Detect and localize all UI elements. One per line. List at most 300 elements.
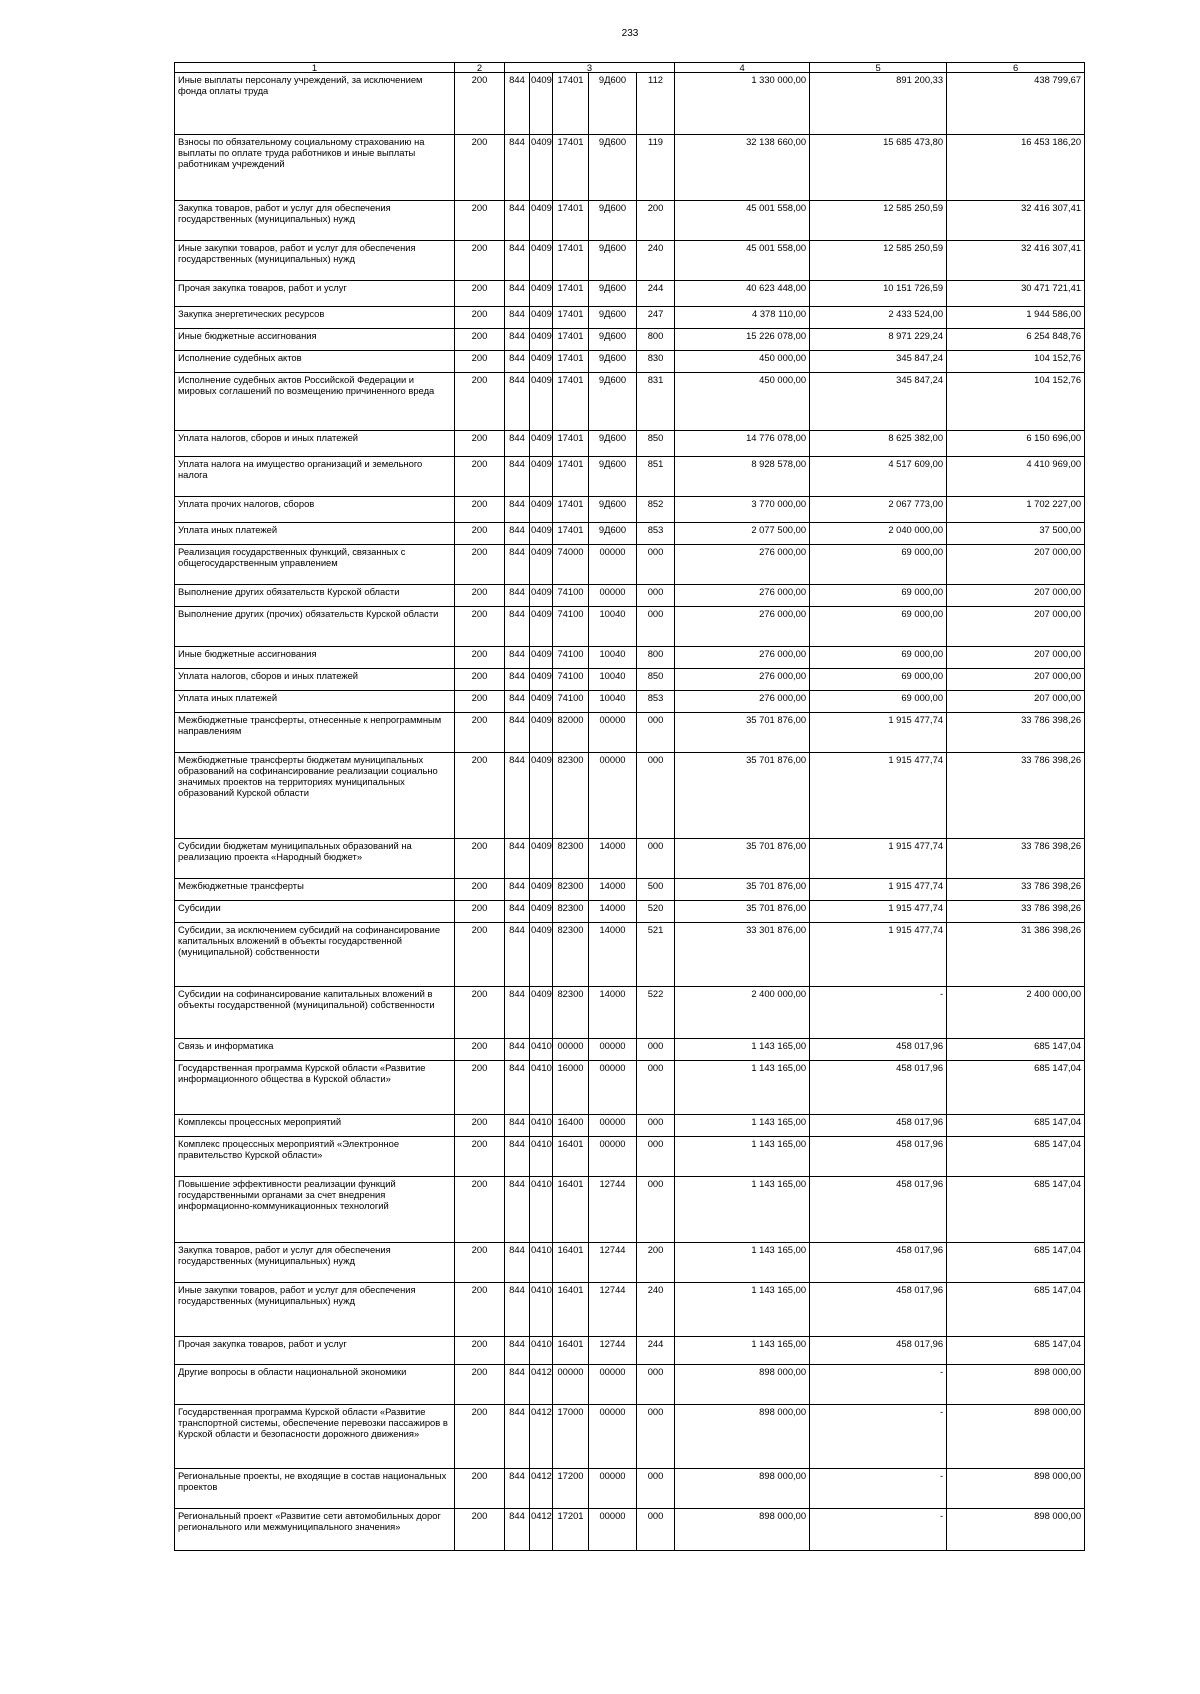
header-col-1: 1 (175, 63, 455, 73)
row-name-cell: Иные закупки товаров, работ и услуг для обеспечения государственных (муниципальных) нужд (175, 1283, 455, 1337)
row-col5-cell: 12 585 250,59 (810, 201, 947, 241)
row-code-d-cell: 9Д600 (589, 329, 637, 351)
row-col6-cell: 685 147,04 (947, 1039, 1085, 1061)
row-col5-cell: 4 517 609,00 (810, 457, 947, 497)
row-code-d-cell: 00000 (589, 1365, 637, 1405)
row-code-d-cell: 00000 (589, 1061, 637, 1115)
row-name-cell: Выполнение других обязательств Курской области (175, 585, 455, 607)
row-name-cell: Иные бюджетные ассигнования (175, 329, 455, 351)
row-code-b-cell: 0410 (530, 1177, 553, 1243)
row-code-e-cell: 119 (637, 135, 675, 201)
row-col5-cell: 891 200,33 (810, 73, 947, 135)
row-name-cell: Региональный проект «Развитие сети автомобильных дорог регионального или межмуниципального значения» (175, 1509, 455, 1551)
row-name-cell: Субсидии (175, 901, 455, 923)
row-col6-cell: 37 500,00 (947, 523, 1085, 545)
row-col6-cell: 33 786 398,26 (947, 713, 1085, 753)
row-col6-cell: 685 147,04 (947, 1137, 1085, 1177)
row-code-b-cell: 0409 (530, 457, 553, 497)
row-col6-cell: 898 000,00 (947, 1405, 1085, 1469)
row-col6-cell: 33 786 398,26 (947, 839, 1085, 879)
table-row (175, 73, 1085, 135)
table-row (175, 201, 1085, 241)
row-col2-cell: 200 (455, 839, 505, 879)
row-code-d-cell: 12744 (589, 1243, 637, 1283)
row-code-e-cell: 000 (637, 1137, 675, 1177)
row-col2-cell: 200 (455, 585, 505, 607)
row-code-b-cell: 0409 (530, 647, 553, 669)
row-name-cell: Уплата налогов, сборов и иных платежей (175, 669, 455, 691)
row-col5-cell: 458 017,96 (810, 1137, 947, 1177)
row-code-a-cell: 844 (505, 1243, 530, 1283)
row-code-b-cell: 0410 (530, 1337, 553, 1365)
row-code-e-cell: 800 (637, 329, 675, 351)
row-col4-cell: 276 000,00 (675, 669, 810, 691)
row-col6-cell: 685 147,04 (947, 1061, 1085, 1115)
row-name-cell: Другие вопросы в области национальной экономики (175, 1365, 455, 1405)
row-col2-cell: 200 (455, 607, 505, 647)
row-code-e-cell: 240 (637, 241, 675, 281)
table-row (175, 1137, 1085, 1177)
row-col2-cell: 200 (455, 1283, 505, 1337)
table-row (175, 545, 1085, 585)
row-code-c-cell: 17401 (553, 351, 589, 373)
row-col2-cell: 200 (455, 1405, 505, 1469)
row-code-d-cell: 14000 (589, 839, 637, 879)
row-code-a-cell: 844 (505, 585, 530, 607)
row-code-e-cell: 800 (637, 647, 675, 669)
row-code-d-cell: 10040 (589, 669, 637, 691)
row-col2-cell: 200 (455, 901, 505, 923)
row-code-d-cell: 9Д600 (589, 307, 637, 329)
row-col6-cell: 207 000,00 (947, 669, 1085, 691)
row-col5-cell: 1 915 477,74 (810, 879, 947, 901)
row-col5-cell: 345 847,24 (810, 351, 947, 373)
row-col5-cell: 8 625 382,00 (810, 431, 947, 457)
row-code-e-cell: 200 (637, 201, 675, 241)
table-row (175, 647, 1085, 669)
row-code-d-cell: 00000 (589, 545, 637, 585)
row-code-e-cell: 000 (637, 585, 675, 607)
row-code-b-cell: 0409 (530, 753, 553, 839)
row-col2-cell: 200 (455, 241, 505, 281)
row-col6-cell: 104 152,76 (947, 351, 1085, 373)
table-row (175, 607, 1085, 647)
row-col6-cell: 685 147,04 (947, 1283, 1085, 1337)
row-col2-cell: 200 (455, 923, 505, 987)
row-code-a-cell: 844 (505, 307, 530, 329)
row-col2-cell: 200 (455, 1115, 505, 1137)
row-code-c-cell: 00000 (553, 1365, 589, 1405)
row-name-cell: Выполнение других (прочих) обязательств Курской области (175, 607, 455, 647)
row-code-e-cell: 520 (637, 901, 675, 923)
table-row (175, 1283, 1085, 1337)
row-code-e-cell: 000 (637, 545, 675, 585)
row-code-b-cell: 0409 (530, 351, 553, 373)
row-col2-cell: 200 (455, 1337, 505, 1365)
row-col4-cell: 1 143 165,00 (675, 1243, 810, 1283)
row-code-d-cell: 00000 (589, 1137, 637, 1177)
row-col4-cell: 45 001 558,00 (675, 201, 810, 241)
row-code-e-cell: 000 (637, 607, 675, 647)
row-col5-cell: 458 017,96 (810, 1283, 947, 1337)
row-col4-cell: 276 000,00 (675, 691, 810, 713)
row-code-b-cell: 0410 (530, 1283, 553, 1337)
row-code-d-cell: 9Д600 (589, 457, 637, 497)
row-col2-cell: 200 (455, 1039, 505, 1061)
page-number: 233 (621, 28, 639, 39)
row-code-c-cell: 74100 (553, 647, 589, 669)
row-code-d-cell: 00000 (589, 753, 637, 839)
row-code-b-cell: 0412 (530, 1509, 553, 1551)
row-col2-cell: 200 (455, 135, 505, 201)
row-col5-cell: - (810, 1405, 947, 1469)
row-col4-cell: 898 000,00 (675, 1405, 810, 1469)
row-name-cell: Комплексы процессных мероприятий (175, 1115, 455, 1137)
row-col2-cell: 200 (455, 73, 505, 135)
row-code-e-cell: 000 (637, 1177, 675, 1243)
row-col2-cell: 200 (455, 1469, 505, 1509)
row-col6-cell: 685 147,04 (947, 1243, 1085, 1283)
row-col2-cell: 200 (455, 523, 505, 545)
row-col5-cell: 1 915 477,74 (810, 923, 947, 987)
row-code-c-cell: 17401 (553, 373, 589, 431)
row-col2-cell: 200 (455, 987, 505, 1039)
row-code-a-cell: 844 (505, 1337, 530, 1365)
row-col6-cell: 1 944 586,00 (947, 307, 1085, 329)
row-code-d-cell: 9Д600 (589, 497, 637, 523)
row-col2-cell: 200 (455, 1177, 505, 1243)
row-code-e-cell: 112 (637, 73, 675, 135)
table-row (175, 1509, 1085, 1551)
header-col-3: 3 (505, 63, 675, 73)
budget-table (174, 62, 1085, 1551)
row-col2-cell: 200 (455, 431, 505, 457)
row-code-e-cell: 000 (637, 1469, 675, 1509)
row-code-d-cell: 9Д600 (589, 373, 637, 431)
row-name-cell: Субсидии бюджетам муниципальных образований на реализацию проекта «Народный бюджет» (175, 839, 455, 879)
row-code-b-cell: 0409 (530, 73, 553, 135)
row-col5-cell: 458 017,96 (810, 1061, 947, 1115)
row-code-a-cell: 844 (505, 497, 530, 523)
row-col4-cell: 2 400 000,00 (675, 987, 810, 1039)
row-code-e-cell: 000 (637, 1405, 675, 1469)
row-col6-cell: 30 471 721,41 (947, 281, 1085, 307)
row-col5-cell: 458 017,96 (810, 1115, 947, 1137)
row-code-b-cell: 0409 (530, 373, 553, 431)
row-name-cell: Уплата иных платежей (175, 523, 455, 545)
row-name-cell: Региональные проекты, не входящие в состав национальных проектов (175, 1469, 455, 1509)
row-col5-cell: - (810, 1469, 947, 1509)
row-code-e-cell: 244 (637, 1337, 675, 1365)
row-code-d-cell: 10040 (589, 691, 637, 713)
row-code-b-cell: 0412 (530, 1469, 553, 1509)
row-col2-cell: 200 (455, 497, 505, 523)
row-col4-cell: 1 143 165,00 (675, 1283, 810, 1337)
row-col2-cell: 200 (455, 351, 505, 373)
row-code-b-cell: 0409 (530, 523, 553, 545)
table-row (175, 457, 1085, 497)
row-code-c-cell: 16401 (553, 1137, 589, 1177)
row-col6-cell: 207 000,00 (947, 607, 1085, 647)
table-row (175, 497, 1085, 523)
row-col5-cell: 2 067 773,00 (810, 497, 947, 523)
table-row (175, 879, 1085, 901)
row-code-b-cell: 0409 (530, 879, 553, 901)
table-row (175, 1061, 1085, 1115)
row-col2-cell: 200 (455, 669, 505, 691)
row-code-a-cell: 844 (505, 987, 530, 1039)
row-code-d-cell: 14000 (589, 879, 637, 901)
row-name-cell: Уплата налогов, сборов и иных платежей (175, 431, 455, 457)
row-name-cell: Закупка энергетических ресурсов (175, 307, 455, 329)
row-code-d-cell: 00000 (589, 1039, 637, 1061)
row-name-cell: Прочая закупка товаров, работ и услуг (175, 281, 455, 307)
row-code-c-cell: 17000 (553, 1405, 589, 1469)
row-name-cell: Уплата налога на имущество организаций и земельного налога (175, 457, 455, 497)
row-col4-cell: 450 000,00 (675, 373, 810, 431)
row-code-a-cell: 844 (505, 1405, 530, 1469)
row-code-b-cell: 0409 (530, 987, 553, 1039)
row-col6-cell: 104 152,76 (947, 373, 1085, 431)
row-code-b-cell: 0409 (530, 241, 553, 281)
row-code-c-cell: 74100 (553, 607, 589, 647)
row-code-b-cell: 0409 (530, 497, 553, 523)
row-code-a-cell: 844 (505, 241, 530, 281)
row-col6-cell: 438 799,67 (947, 73, 1085, 135)
row-name-cell: Межбюджетные трансферты, отнесенные к непрограммным направлениям (175, 713, 455, 753)
row-col5-cell: 12 585 250,59 (810, 241, 947, 281)
row-col4-cell: 276 000,00 (675, 545, 810, 585)
row-col5-cell: - (810, 1365, 947, 1405)
table-row (175, 523, 1085, 545)
row-name-cell: Взносы по обязательному социальному страхованию на выплаты по оплате труда работников и иные выплаты работникам учреждений (175, 135, 455, 201)
row-col4-cell: 32 138 660,00 (675, 135, 810, 201)
row-code-d-cell: 9Д600 (589, 523, 637, 545)
row-code-c-cell: 74000 (553, 545, 589, 585)
row-col6-cell: 6 150 696,00 (947, 431, 1085, 457)
row-col5-cell: 69 000,00 (810, 607, 947, 647)
row-col5-cell: 1 915 477,74 (810, 901, 947, 923)
row-code-d-cell: 00000 (589, 1115, 637, 1137)
row-col4-cell: 35 701 876,00 (675, 901, 810, 923)
row-code-b-cell: 0409 (530, 431, 553, 457)
row-col2-cell: 200 (455, 373, 505, 431)
row-code-d-cell: 12744 (589, 1337, 637, 1365)
row-code-c-cell: 74100 (553, 585, 589, 607)
row-col4-cell: 15 226 078,00 (675, 329, 810, 351)
row-col2-cell: 200 (455, 281, 505, 307)
row-name-cell: Иные бюджетные ассигнования (175, 647, 455, 669)
row-code-c-cell: 74100 (553, 691, 589, 713)
row-code-a-cell: 844 (505, 1061, 530, 1115)
table-row (175, 1115, 1085, 1137)
row-code-e-cell: 831 (637, 373, 675, 431)
row-code-c-cell: 82300 (553, 923, 589, 987)
row-code-e-cell: 000 (637, 753, 675, 839)
row-code-d-cell: 9Д600 (589, 135, 637, 201)
row-code-c-cell: 17401 (553, 329, 589, 351)
row-code-e-cell: 247 (637, 307, 675, 329)
row-code-c-cell: 17401 (553, 307, 589, 329)
row-col5-cell: 10 151 726,59 (810, 281, 947, 307)
row-col4-cell: 450 000,00 (675, 351, 810, 373)
row-col4-cell: 33 301 876,00 (675, 923, 810, 987)
row-code-c-cell: 82300 (553, 987, 589, 1039)
row-col2-cell: 200 (455, 457, 505, 497)
row-col4-cell: 2 077 500,00 (675, 523, 810, 545)
row-code-e-cell: 000 (637, 1115, 675, 1137)
row-code-c-cell: 82300 (553, 901, 589, 923)
row-name-cell: Государственная программа Курской области «Развитие информационного общества в Курской области» (175, 1061, 455, 1115)
row-code-e-cell: 000 (637, 1509, 675, 1551)
row-col5-cell: 69 000,00 (810, 585, 947, 607)
row-code-d-cell: 00000 (589, 1469, 637, 1509)
row-col5-cell: 69 000,00 (810, 647, 947, 669)
header-col-5: 5 (810, 63, 947, 73)
row-col6-cell: 685 147,04 (947, 1177, 1085, 1243)
row-col5-cell: 69 000,00 (810, 545, 947, 585)
row-code-a-cell: 844 (505, 1115, 530, 1137)
row-col6-cell: 33 786 398,26 (947, 879, 1085, 901)
row-code-a-cell: 844 (505, 669, 530, 691)
row-code-c-cell: 82000 (553, 713, 589, 753)
row-code-a-cell: 844 (505, 713, 530, 753)
row-code-c-cell: 82300 (553, 839, 589, 879)
row-code-a-cell: 844 (505, 691, 530, 713)
row-code-c-cell: 00000 (553, 1039, 589, 1061)
row-col6-cell: 32 416 307,41 (947, 241, 1085, 281)
header-col-6: 6 (947, 63, 1085, 73)
row-col6-cell: 685 147,04 (947, 1337, 1085, 1365)
row-code-a-cell: 844 (505, 135, 530, 201)
row-code-a-cell: 844 (505, 457, 530, 497)
row-col4-cell: 35 701 876,00 (675, 879, 810, 901)
row-name-cell: Закупка товаров, работ и услуг для обеспечения государственных (муниципальных) нужд (175, 1243, 455, 1283)
row-col5-cell: 458 017,96 (810, 1337, 947, 1365)
row-code-c-cell: 16401 (553, 1177, 589, 1243)
row-code-e-cell: 000 (637, 1365, 675, 1405)
row-code-a-cell: 844 (505, 879, 530, 901)
row-code-a-cell: 844 (505, 431, 530, 457)
table-row (175, 329, 1085, 351)
row-code-e-cell: 850 (637, 431, 675, 457)
row-name-cell: Межбюджетные трансферты (175, 879, 455, 901)
row-code-d-cell: 9Д600 (589, 351, 637, 373)
row-col6-cell: 33 786 398,26 (947, 901, 1085, 923)
row-code-e-cell: 000 (637, 1039, 675, 1061)
row-code-b-cell: 0410 (530, 1039, 553, 1061)
row-col2-cell: 200 (455, 201, 505, 241)
row-code-e-cell: 000 (637, 1061, 675, 1115)
header-col-4: 4 (675, 63, 810, 73)
row-code-e-cell: 500 (637, 879, 675, 901)
row-code-e-cell: 852 (637, 497, 675, 523)
row-col2-cell: 200 (455, 1061, 505, 1115)
row-col2-cell: 200 (455, 713, 505, 753)
row-col4-cell: 35 701 876,00 (675, 713, 810, 753)
row-col4-cell: 1 143 165,00 (675, 1061, 810, 1115)
row-col6-cell: 207 000,00 (947, 647, 1085, 669)
table-row (175, 1243, 1085, 1283)
row-code-b-cell: 0409 (530, 585, 553, 607)
row-code-a-cell: 844 (505, 753, 530, 839)
table-row (175, 1039, 1085, 1061)
row-col6-cell: 898 000,00 (947, 1469, 1085, 1509)
row-code-e-cell: 000 (637, 839, 675, 879)
row-code-e-cell: 851 (637, 457, 675, 497)
row-code-b-cell: 0409 (530, 901, 553, 923)
table-row (175, 691, 1085, 713)
row-col5-cell: 345 847,24 (810, 373, 947, 431)
row-col5-cell: 1 915 477,74 (810, 753, 947, 839)
row-code-b-cell: 0409 (530, 839, 553, 879)
row-col2-cell: 200 (455, 1137, 505, 1177)
table-row (175, 1405, 1085, 1469)
row-name-cell: Субсидии на софинансирование капитальных вложений в объекты государственной (муниципальной) собственности (175, 987, 455, 1039)
row-code-e-cell: 521 (637, 923, 675, 987)
table-body (175, 63, 1085, 1551)
row-name-cell: Государственная программа Курской области «Развитие транспортной системы, обеспечение перевозки пассажиров в Курской области и безопасности дорожного движения» (175, 1405, 455, 1469)
table-row (175, 713, 1085, 753)
row-code-b-cell: 0409 (530, 713, 553, 753)
row-code-a-cell: 844 (505, 1469, 530, 1509)
row-col6-cell: 4 410 969,00 (947, 457, 1085, 497)
table-row (175, 585, 1085, 607)
row-col2-cell: 200 (455, 329, 505, 351)
row-code-d-cell: 14000 (589, 923, 637, 987)
row-code-b-cell: 0409 (530, 281, 553, 307)
row-col2-cell: 200 (455, 691, 505, 713)
row-code-c-cell: 74100 (553, 669, 589, 691)
table-row (175, 753, 1085, 839)
row-col6-cell: 1 702 227,00 (947, 497, 1085, 523)
row-code-a-cell: 844 (505, 923, 530, 987)
row-code-e-cell: 200 (637, 1243, 675, 1283)
row-col5-cell: 1 915 477,74 (810, 839, 947, 879)
row-code-a-cell: 844 (505, 1137, 530, 1177)
row-col5-cell: 8 971 229,24 (810, 329, 947, 351)
row-name-cell: Реализация государственных функций, связанных с общегосударственным управлением (175, 545, 455, 585)
row-col5-cell: 458 017,96 (810, 1039, 947, 1061)
row-col6-cell: 2 400 000,00 (947, 987, 1085, 1039)
row-code-c-cell: 16401 (553, 1283, 589, 1337)
row-code-c-cell: 82300 (553, 879, 589, 901)
header-col-2: 2 (455, 63, 505, 73)
row-col4-cell: 1 143 165,00 (675, 1039, 810, 1061)
row-col4-cell: 1 143 165,00 (675, 1177, 810, 1243)
row-code-c-cell: 16000 (553, 1061, 589, 1115)
row-col6-cell: 16 453 186,20 (947, 135, 1085, 201)
row-code-d-cell: 12744 (589, 1177, 637, 1243)
row-col4-cell: 276 000,00 (675, 585, 810, 607)
row-code-b-cell: 0410 (530, 1137, 553, 1177)
row-code-d-cell: 9Д600 (589, 201, 637, 241)
row-col5-cell: 69 000,00 (810, 691, 947, 713)
table-row (175, 241, 1085, 281)
row-code-b-cell: 0409 (530, 691, 553, 713)
row-col5-cell: 458 017,96 (810, 1243, 947, 1283)
row-code-d-cell: 14000 (589, 901, 637, 923)
row-code-d-cell: 14000 (589, 987, 637, 1039)
row-col4-cell: 276 000,00 (675, 647, 810, 669)
row-col2-cell: 200 (455, 753, 505, 839)
table-row (175, 1365, 1085, 1405)
table-row (175, 839, 1085, 879)
row-code-a-cell: 844 (505, 545, 530, 585)
row-col6-cell: 33 786 398,26 (947, 753, 1085, 839)
row-code-b-cell: 0410 (530, 1243, 553, 1283)
row-col4-cell: 14 776 078,00 (675, 431, 810, 457)
